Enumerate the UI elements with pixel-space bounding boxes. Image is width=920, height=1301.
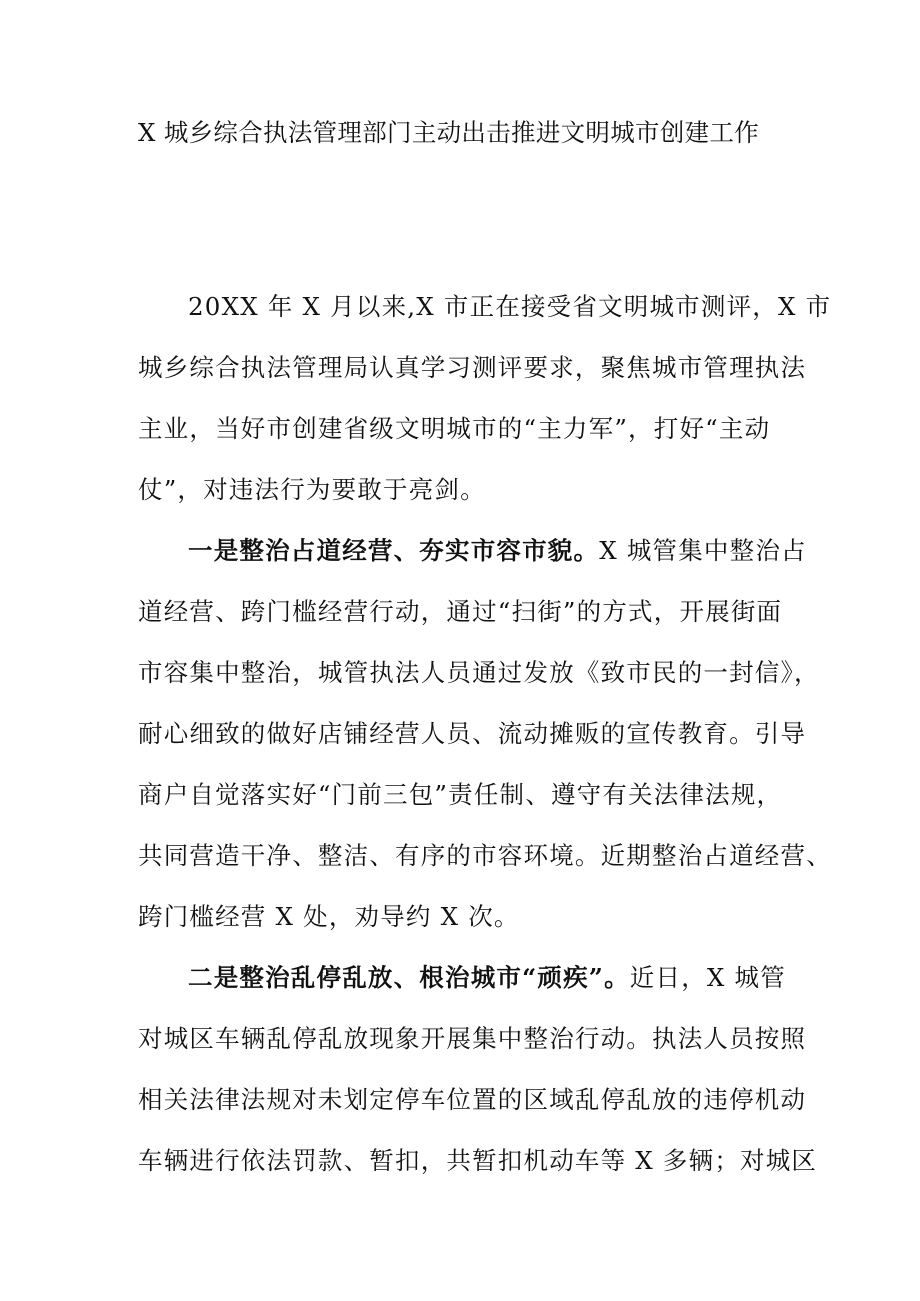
section2-line-4: 车辆进行依法罚款、暂扣，共暂扣机动车等 X 多辆；对城区 [138,1146,818,1175]
section1-heading: 一是整治占道经营、夯实市容市貌。 [188,536,600,565]
section1-line-5: 商户自觉落实好“门前三包”责任制、遵守有关法律法规， [138,780,783,809]
section1-line-7: 跨门槛经营 X 处，劝导约 X 次。 [138,902,520,931]
section1-line-4: 耐心细致的做好店铺经营人员、流动摊贩的宣传教育。引导 [138,719,807,748]
section1-line-2: 道经营、跨门槛经营行动，通过“扫街”的方式，开展街面 [138,597,783,626]
intro-line-1: 20XX 年 X 月以来,X 市正在接受省文明城市测评，X 市 [188,292,832,321]
intro-line-3: 主业，当好市创建省级文明城市的“主力军”，打好“主动 [138,414,771,443]
section1-line-6: 共同营造干净、整洁、有序的市容环境。近期整治占道经营、 [138,841,832,870]
section1-line-3: 市容集中整治，城管执法人员通过发放《致市民的一封信》， [138,658,820,687]
section2-first-text: 近日，X 城管 [629,963,786,992]
intro-line-4: 仗”，对违法行为要敢于亮剑。 [138,475,486,504]
section2-first-line [188,958,786,998]
section2-line-3: 相关法律法规对未划定停车位置的区域乱停乱放的违停机动 [138,1085,807,1114]
section1-first-text: X 城管集中整治占 [599,536,807,565]
section1-first-line [188,531,807,571]
section2-heading: 二是整治乱停乱放、根治城市“顽疾”。 [188,963,630,992]
section2-line-2: 对城区车辆乱停乱放现象开展集中整治行动。执法人员按照 [138,1024,807,1053]
document-title: X 城乡综合执法管理部门主动出击推进文明城市创建工作 [138,118,760,147]
intro-line-2: 城乡综合执法管理局认真学习测评要求，聚焦城市管理执法 [138,353,807,382]
